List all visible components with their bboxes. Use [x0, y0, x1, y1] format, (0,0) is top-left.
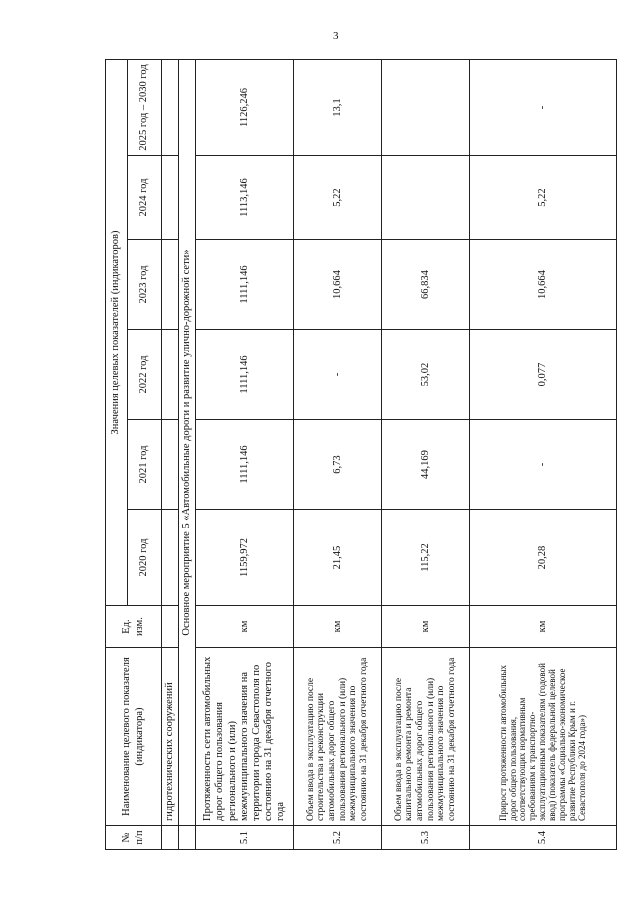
- header-name: Наименование целевого показателя (индикатора): [106, 648, 162, 826]
- row-value: 20,28: [470, 510, 617, 606]
- header-year: 2021 год: [128, 420, 162, 510]
- row-num: 5.3: [382, 826, 470, 850]
- row-value: 44,169: [382, 420, 470, 510]
- row-value: 21,45: [294, 510, 382, 606]
- header-year: 2023 год: [128, 240, 162, 330]
- header-year: 2024 год: [128, 156, 162, 240]
- row-name: Объем ввода в эксплуатацию после капитального ремонта и ремонта автомобильных дорог общего пользования регионального и (или) межмуниципального значения по состоянию на 31 декабря отчетного года: [382, 648, 470, 826]
- row-value: 6,73: [294, 420, 382, 510]
- section-title: Основное мероприятие 5 «Автомобильные дороги и развитие улично-дорожной сети»: [179, 60, 196, 826]
- row-name: Прирост протяженности автомобильных дорог общего пользования, соответствующих нормативным требованиям к транспортно-эксплуатационным показателям (годовой ввод) (показатель федеральной целевой программы «Социально-экономическое развитие Республики Крым и г. Севастополя до 2024 года»): [470, 648, 617, 826]
- row-value: 1126,246: [196, 60, 294, 156]
- table-row: [470, 60, 617, 850]
- carryover-text: гидротехнических сооружений: [162, 648, 179, 826]
- carryover-cell: [162, 60, 179, 156]
- row-value: 1111,146: [196, 240, 294, 330]
- rotated-table-container: [105, 60, 610, 850]
- row-value: 10,664: [470, 240, 617, 330]
- row-value: [382, 156, 470, 240]
- table-row: [196, 60, 294, 850]
- carryover-cell: [162, 156, 179, 240]
- row-name: Объем ввода в эксплуатацию после строительства и реконструкции автомобильных дорог общего пользования регионального и (или) межмуниципального значения по состоянию на 31 декабря отчетного года: [294, 648, 382, 826]
- row-value: 5,22: [294, 156, 382, 240]
- row-value: 1111,146: [196, 330, 294, 420]
- carryover-cell: [162, 330, 179, 420]
- row-value: [382, 60, 470, 156]
- table-row: [294, 60, 382, 850]
- row-value: 13,1: [294, 60, 382, 156]
- row-num: 5.1: [196, 826, 294, 850]
- row-value: 115,22: [382, 510, 470, 606]
- header-year: 2022 год: [128, 330, 162, 420]
- header-year: 2020 год: [128, 510, 162, 606]
- row-value: -: [294, 330, 382, 420]
- carryover-cell: [162, 420, 179, 510]
- header-year: 2025 год – 2030 год: [128, 60, 162, 156]
- row-value: 10,664: [294, 240, 382, 330]
- row-value: 0,077: [470, 330, 617, 420]
- row-unit: км: [196, 606, 294, 648]
- carryover-cell: [162, 510, 179, 606]
- row-num: 5.2: [294, 826, 382, 850]
- section-num: [179, 826, 196, 850]
- row-num: 5.4: [470, 826, 617, 850]
- row-unit: км: [294, 606, 382, 648]
- row-value: -: [470, 60, 617, 156]
- row-unit: км: [382, 606, 470, 648]
- row-value: 66,834: [382, 240, 470, 330]
- row-value: 1159,972: [196, 510, 294, 606]
- row-value: 5,22: [470, 156, 617, 240]
- carryover-num: [162, 826, 179, 850]
- carryover-unit: [162, 606, 179, 648]
- indicators-table: [105, 59, 617, 850]
- row-value: 53,02: [382, 330, 470, 420]
- row-value: 1113,146: [196, 156, 294, 240]
- page-number: 3: [333, 30, 339, 42]
- row-unit: км: [470, 606, 617, 648]
- header-group: Значения целевых показателей (индикаторов): [106, 60, 128, 606]
- header-unit: Ед. изм.: [106, 606, 162, 648]
- table-row: [382, 60, 470, 850]
- carryover-cell: [162, 240, 179, 330]
- row-value: -: [470, 420, 617, 510]
- header-num: № п/п: [106, 826, 162, 850]
- row-value: 1111,146: [196, 420, 294, 510]
- row-name: Протяженность сети автомобильных дорог общего пользования регионального и (или) межмуниципального значения на территории города Севастополя по состоянию на 31 декабря отчетного года: [196, 648, 294, 826]
